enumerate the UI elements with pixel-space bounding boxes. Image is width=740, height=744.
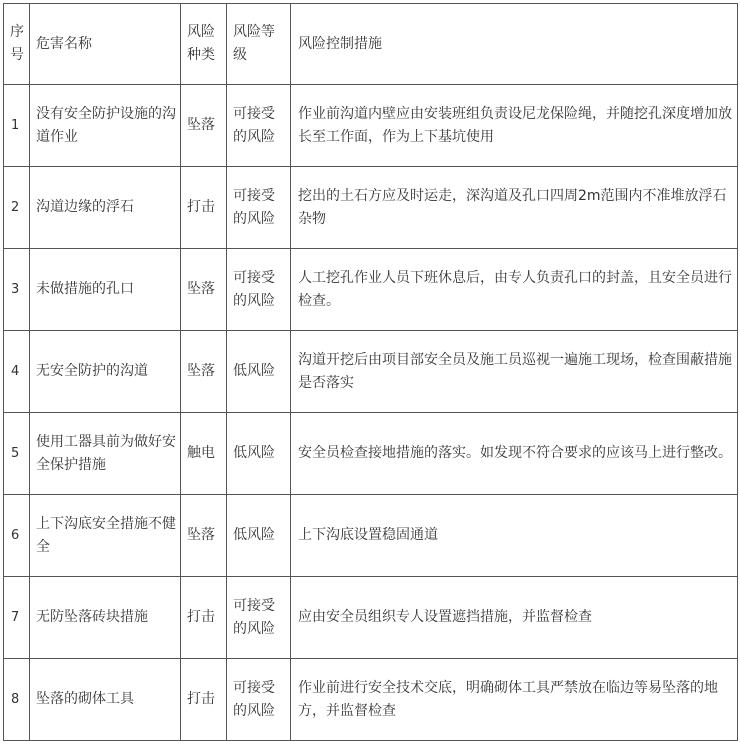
risk-type: 打击 bbox=[181, 577, 227, 659]
control-measures: 作业前进行安全技术交底，明确砌体工具严禁放在临边等易坠落的地方，并监督检查 bbox=[291, 659, 738, 741]
hazard-name: 未做措施的孔口 bbox=[30, 249, 181, 331]
hazard-name: 使用工器具前为做好安全保护措施 bbox=[30, 413, 181, 495]
risk-control-table bbox=[3, 3, 738, 741]
risk-level: 可接受的风险 bbox=[227, 659, 291, 741]
control-measures: 人工挖孔作业人员下班休息后，由专人负责孔口的封盖，且安全员进行检查。 bbox=[291, 249, 738, 331]
header-row bbox=[4, 4, 738, 85]
hazard-name: 上下沟底安全措施不健全 bbox=[30, 495, 181, 577]
row-number: 1 bbox=[4, 85, 30, 167]
table-row bbox=[4, 577, 738, 659]
control-measures: 应由安全员组织专人设置遮挡措施，并监督检查 bbox=[291, 577, 738, 659]
row-number: 8 bbox=[4, 659, 30, 741]
control-measures: 沟道开挖后由项目部安全员及施工员巡视一遍施工现场，检查围蔽措施是否落实 bbox=[291, 331, 738, 413]
risk-level: 可接受的风险 bbox=[227, 85, 291, 167]
row-number: 3 bbox=[4, 249, 30, 331]
table-row bbox=[4, 659, 738, 741]
hazard-name: 无安全防护的沟道 bbox=[30, 331, 181, 413]
hazard-name: 没有安全防护设施的沟道作业 bbox=[30, 85, 181, 167]
control-measures: 作业前沟道内壁应由安装班组负责设尼龙保险绳，并随挖孔深度增加放长至工作面，作为上下基坑使用 bbox=[291, 85, 738, 167]
risk-level: 可接受的风险 bbox=[227, 577, 291, 659]
table-row bbox=[4, 85, 738, 167]
risk-type: 打击 bbox=[181, 659, 227, 741]
row-number: 7 bbox=[4, 577, 30, 659]
table-row bbox=[4, 331, 738, 413]
row-number: 6 bbox=[4, 495, 30, 577]
risk-type: 触电 bbox=[181, 413, 227, 495]
hazard-name: 沟道边缘的浮石 bbox=[30, 167, 181, 249]
control-measures: 安全员检查接地措施的落实。如发现不符合要求的应该马上进行整改。 bbox=[291, 413, 738, 495]
risk-level: 低风险 bbox=[227, 413, 291, 495]
row-number: 5 bbox=[4, 413, 30, 495]
row-number: 2 bbox=[4, 167, 30, 249]
hazard-name: 无防坠落砖块措施 bbox=[30, 577, 181, 659]
risk-type: 坠落 bbox=[181, 249, 227, 331]
risk-type: 打击 bbox=[181, 167, 227, 249]
control-measures: 上下沟底设置稳固通道 bbox=[291, 495, 738, 577]
header-no: 序号 bbox=[4, 4, 30, 85]
risk-level: 低风险 bbox=[227, 495, 291, 577]
row-number: 4 bbox=[4, 331, 30, 413]
table-row bbox=[4, 167, 738, 249]
risk-level: 可接受的风险 bbox=[227, 167, 291, 249]
header-hazard-name: 危害名称 bbox=[30, 4, 181, 85]
header-control-measures: 风险控制措施 bbox=[291, 4, 738, 85]
table-row bbox=[4, 495, 738, 577]
control-measures: 挖出的土石方应及时运走，深沟道及孔口四周2m范围内不准堆放浮石杂物 bbox=[291, 167, 738, 249]
risk-type: 坠落 bbox=[181, 331, 227, 413]
table-row bbox=[4, 249, 738, 331]
hazard-name: 坠落的砌体工具 bbox=[30, 659, 181, 741]
risk-type: 坠落 bbox=[181, 85, 227, 167]
risk-level: 低风险 bbox=[227, 331, 291, 413]
risk-type: 坠落 bbox=[181, 495, 227, 577]
header-risk-level: 风险等级 bbox=[227, 4, 291, 85]
header-risk-type: 风险种类 bbox=[181, 4, 227, 85]
risk-level: 可接受的风险 bbox=[227, 249, 291, 331]
table-row bbox=[4, 413, 738, 495]
